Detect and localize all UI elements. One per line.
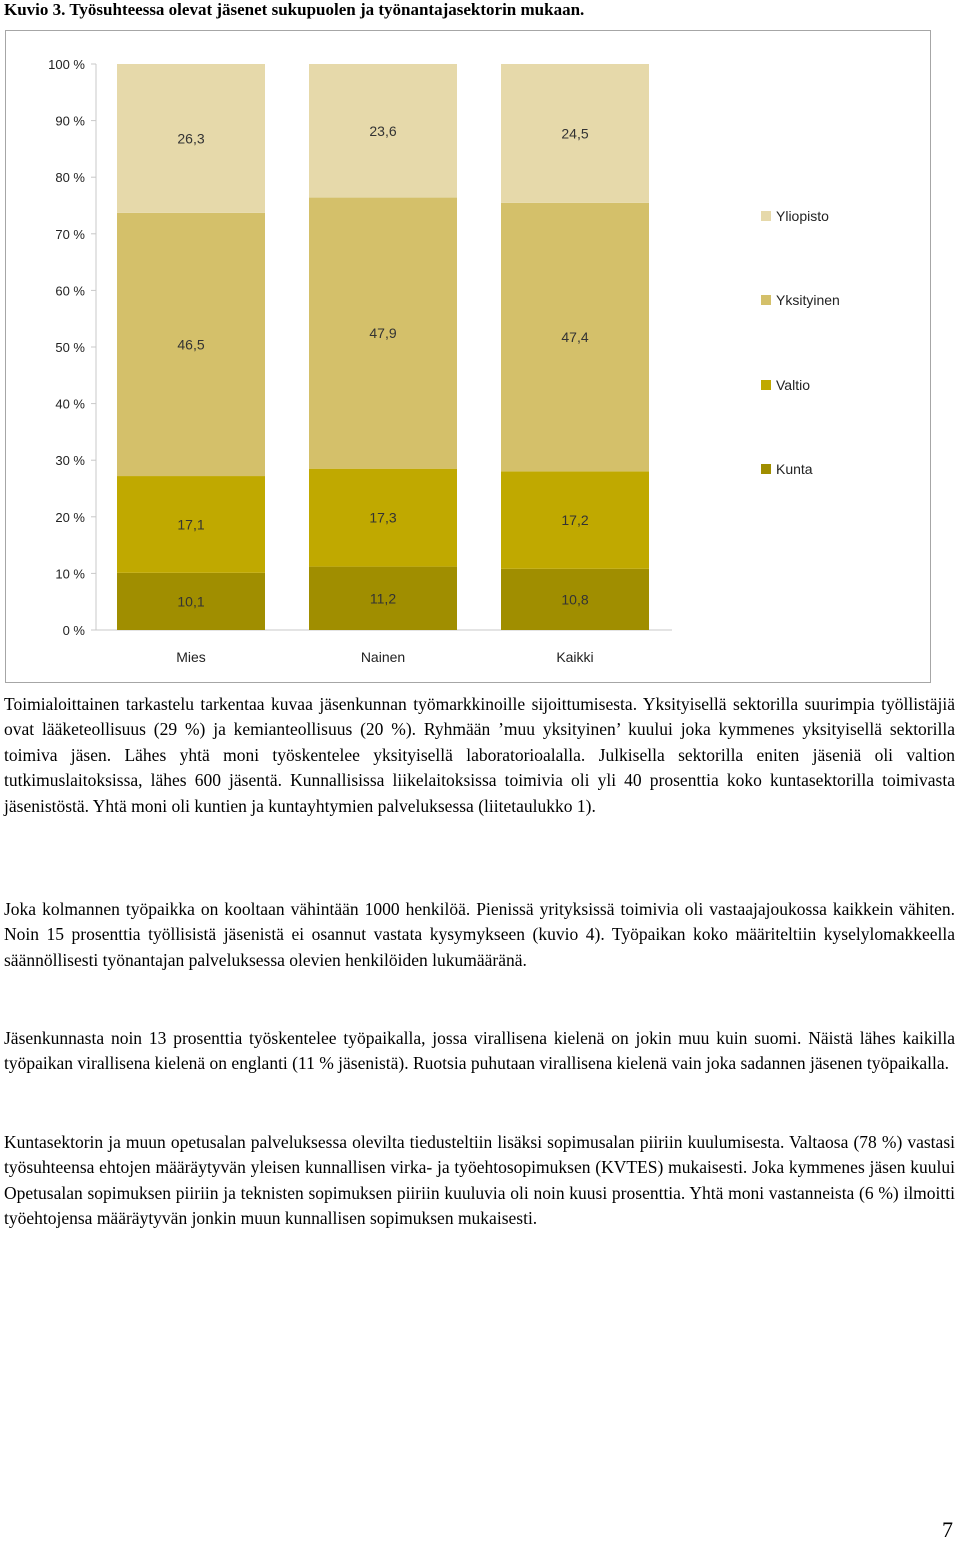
data-label: 26,3 bbox=[177, 130, 205, 147]
data-label: 47,4 bbox=[561, 329, 589, 346]
data-label: 17,2 bbox=[561, 512, 589, 529]
legend-swatch bbox=[761, 380, 771, 390]
data-label: 11,2 bbox=[369, 590, 397, 607]
paragraph-2: Joka kolmannen työpaikka on kooltaan vähintään 1000 henkilöä. Pienissä yrityksissä toimivia oli vastaajajoukossa kaikkein vähiten. Noin 15 prosenttia työllisistä jäsenistä ei osannut vastata kysymykseen (kuvio 4). Työpaikan koko määriteltiin kyselylomakkeella säännöllisesti työnantajan palveluksessa olevien henkilöiden lukumääränä. bbox=[4, 899, 955, 970]
legend-label: Yksityinen bbox=[776, 292, 840, 308]
y-tick-label: 0 % bbox=[62, 623, 85, 638]
paragraph-4: Kuntasektorin ja muun opetusalan palveluksessa olevilta tiedusteltiin lisäksi sopimusalan piiriin kuulumisesta. Valtaosa (78 %) vastasi työsuhteensa ehtojen määräytyvän yleisen kunnallisen virka- ja työehtosopimuksen (KVTES) mukaisesti. Joka kymmenes jäsen kuului Opetusalan sopimuksen piiriin ja teknisten sopimuksen piiriin kuuluvia oli noin kuusi prosenttia. Yhtä moni vastanneista (6 %) ilmoitti työehtojensa määräytyvän jonkin muun kunnallisen sopimuksen mukaisesti. bbox=[4, 1132, 955, 1229]
page-number: 7 bbox=[942, 1517, 953, 1542]
data-label: 10,8 bbox=[561, 591, 589, 608]
stacked-bar-chart bbox=[0, 0, 960, 700]
y-tick-label: 70 % bbox=[55, 226, 85, 242]
x-category-label: Mies bbox=[176, 649, 206, 665]
y-tick-label: 20 % bbox=[55, 509, 85, 525]
legend-label: Yliopisto bbox=[776, 208, 829, 224]
y-tick-label: 60 % bbox=[55, 283, 85, 299]
data-label: 24,5 bbox=[561, 125, 589, 142]
data-label: 17,1 bbox=[177, 516, 205, 533]
data-label: 10,1 bbox=[177, 593, 205, 610]
paragraph-3: Jäsenkunnasta noin 13 prosenttia työskentelee työpaikalla, jossa virallisena kielenä on jokin muu kuin suomi. Näistä lähes kaikilla työpaikan virallisena kielenä on englanti (11 % jäsenistä). Ruotsia puhutaan virallisena kielenä vain joka sadannen jäsenen työpaikalla. bbox=[4, 1028, 955, 1074]
legend-label: Valtio bbox=[776, 377, 810, 393]
y-tick-label: 40 % bbox=[55, 396, 85, 412]
y-tick-label: 30 % bbox=[55, 453, 85, 469]
y-tick-label: 80 % bbox=[55, 170, 85, 186]
data-label: 17,3 bbox=[369, 509, 397, 526]
legend-label: Kunta bbox=[776, 461, 813, 477]
y-tick-label: 90 % bbox=[55, 113, 85, 129]
y-tick-label: 50 % bbox=[55, 340, 85, 355]
data-label: 23,6 bbox=[369, 122, 397, 139]
paragraph-1: Toimialoittainen tarkastelu tarkentaa kuvaa jäsenkunnan työmarkkinoille sijoittumisesta. Yksityisellä sektorilla suurimpia työllistäjiä ovat lääketeollisuus (29 %) ja kemianteollisuus (20 %). Ryhmään ’muu yksityinen’ kuului joka kymmenes yksityisellä sektorilla toimiva jäsen. Lähes yhtä moni työskentelee yksityisellä laboratorioalalla. Julkisella sektorilla eniten jäseniä oli valtion tutkimuslaitoksissa, lähes 600 jäsentä. Kunnallisissa liikelaitoksissa toimivia oli yli 40 prosenttia koko kuntasektorilla toimivasta jäsenistöstä. Yhtä moni oli kuntien ja kuntayhtymien palveluksessa (liitetaulukko 1). bbox=[4, 694, 955, 816]
data-label: 46,5 bbox=[177, 336, 205, 353]
data-label: 47,9 bbox=[369, 325, 397, 342]
legend-swatch bbox=[761, 295, 771, 305]
y-tick-label: 100 % bbox=[48, 57, 85, 72]
legend-swatch bbox=[761, 464, 771, 474]
x-category-label: Nainen bbox=[360, 649, 406, 665]
figure-caption: Kuvio 3. Työsuhteessa olevat jäsenet sukupuolen ja työnantajasektorin mukaan. bbox=[4, 0, 585, 19]
y-tick-label: 10 % bbox=[55, 566, 85, 582]
legend-swatch bbox=[761, 211, 771, 221]
x-category-label: Kaikki bbox=[556, 649, 594, 665]
